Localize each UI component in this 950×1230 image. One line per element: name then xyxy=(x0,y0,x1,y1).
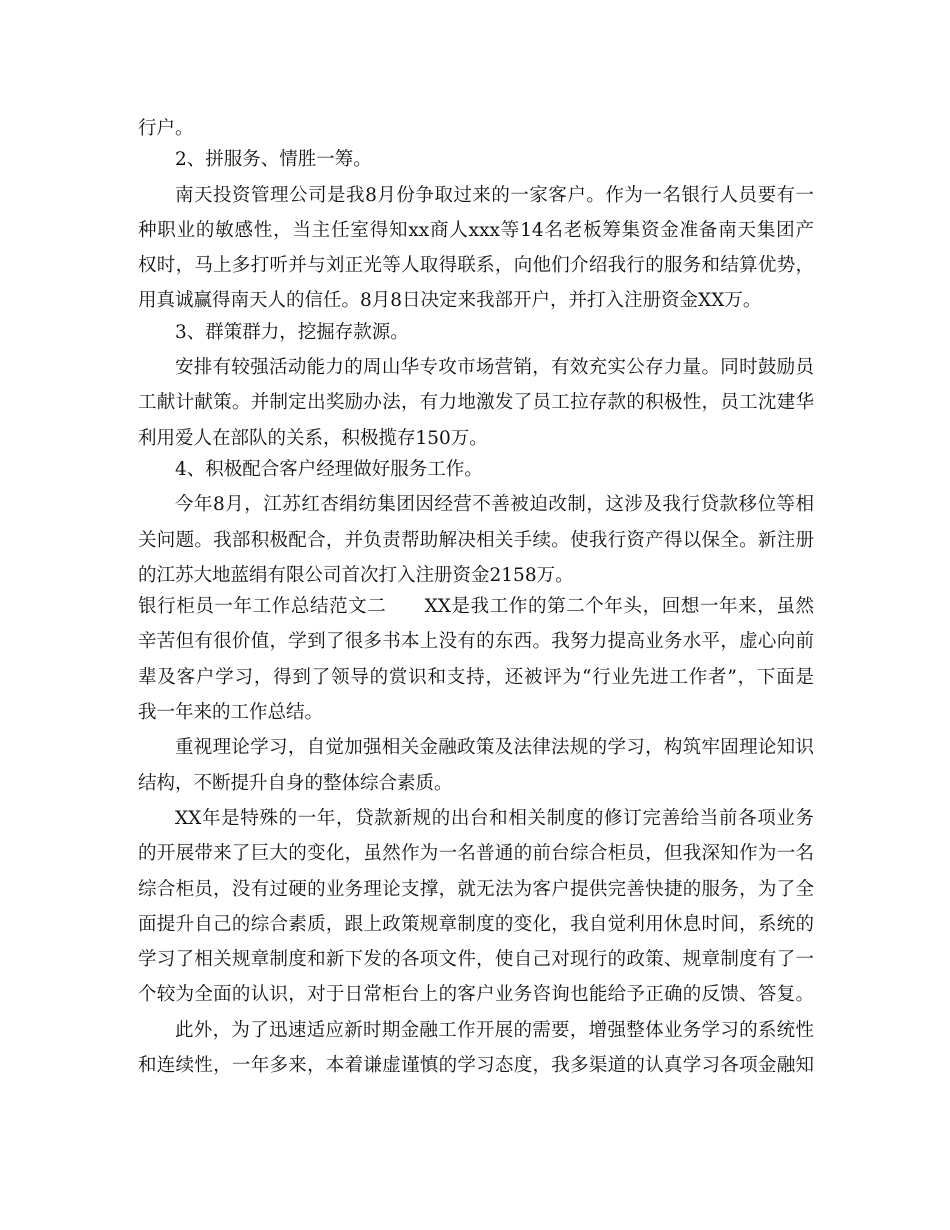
text-line: 关问题。我部积极配合，并负责帮助解决相关手续。使我行资产得以保全。新注册 xyxy=(138,529,814,551)
text-line: 行户。 xyxy=(138,118,194,139)
document-page xyxy=(138,113,814,1081)
text-line: 利用爱人在部队的关系，积极揽存150万。 xyxy=(138,427,488,449)
text-line: 辈及客户学习，得到了领导的赏识和支持，还被评为“行业先进工作者”，下面是 xyxy=(138,666,814,688)
text-line: 此外，为了迅速适应新时期金融工作开展的需要，增强整体业务学习的系统性 xyxy=(175,1019,814,1041)
text-line: 3、群策群力，挖掘存款源。 xyxy=(175,321,409,343)
text-line: 今年8月，江苏红杏绢纺集团因经营不善被迫改制，这涉及我行贷款移位等相 xyxy=(175,494,814,516)
text-line: 用真诚赢得南天人的信任。8月8日决定来我部开户，并打入注册资金XX万。 xyxy=(138,290,762,312)
text-line: 综合柜员，没有过硬的业务理论支撑，就无法为客户提供完善快捷的服务，为了全 xyxy=(138,878,814,900)
text-line: 面提升自己的综合素质，跟上政策规章制度的变化，我自觉利用休息时间，系统的 xyxy=(138,913,814,935)
text-line: 种职业的敏感性，当主任室得知xx商人xxx等14名老板筹集资金准备南天集团产 xyxy=(138,219,814,241)
text-line: 安排有较强活动能力的周山华专攻市场营销，有效充实公存力量。同时鼓励员 xyxy=(175,357,814,379)
text-line: 4、积极配合客户经理做好服务工作。 xyxy=(175,458,483,480)
text-line: XX年是特殊的一年，贷款新规的出台和相关制度的修订完善给当前各项业务 xyxy=(175,807,814,829)
text-line: 学习了相关规章制度和新下发的各项文件，使自己对现行的政策、规章制度有了一 xyxy=(138,949,814,971)
text-line: 权时，马上多打听并与刘正光等人取得联系，向他们介绍我行的服务和结算优势， xyxy=(138,255,814,277)
text-line: 的江苏大地蓝绢有限公司首次打入注册资金2158万。 xyxy=(138,564,574,586)
text-line: 重视理论学习，自觉加强相关金融政策及法律法规的学习，构筑牢固理论知识 xyxy=(175,737,814,759)
text-line: 的开展带来了巨大的变化，虽然作为一名普通的前台综合柜员，但我深知作为一名 xyxy=(138,843,814,865)
text-line: 和连续性，一年多来，本着谦虚谨慎的学习态度，我多渠道的认真学习各项金融知 xyxy=(138,1055,814,1077)
text-line: 工献计献策。并制定出奖励办法，有力地激发了员工拉存款的积极性，员工沈建华 xyxy=(138,392,814,414)
text-line: 辛苦但有很价值，学到了很多书本上没有的东西。我努力提高业务水平，虚心向前 xyxy=(138,631,814,653)
text-line: 个较为全面的认识，对于日常柜台上的客户业务咨询也能给予正确的反馈、答复。 xyxy=(138,984,814,1006)
text-line: 2、拼服务、情胜一筹。 xyxy=(175,149,372,171)
text-line: 南天投资管理公司是我8月份争取过来的一家客户。作为一名银行人员要有一 xyxy=(175,184,814,206)
text-line: 结构，不断提升自身的整体综合素质。 xyxy=(138,772,453,794)
text-line: 银行柜员一年工作总结范文二 XX是我工作的第二个年头，回想一年来，虽然 xyxy=(138,596,814,618)
text-line: 我一年来的工作总结。 xyxy=(138,702,324,724)
